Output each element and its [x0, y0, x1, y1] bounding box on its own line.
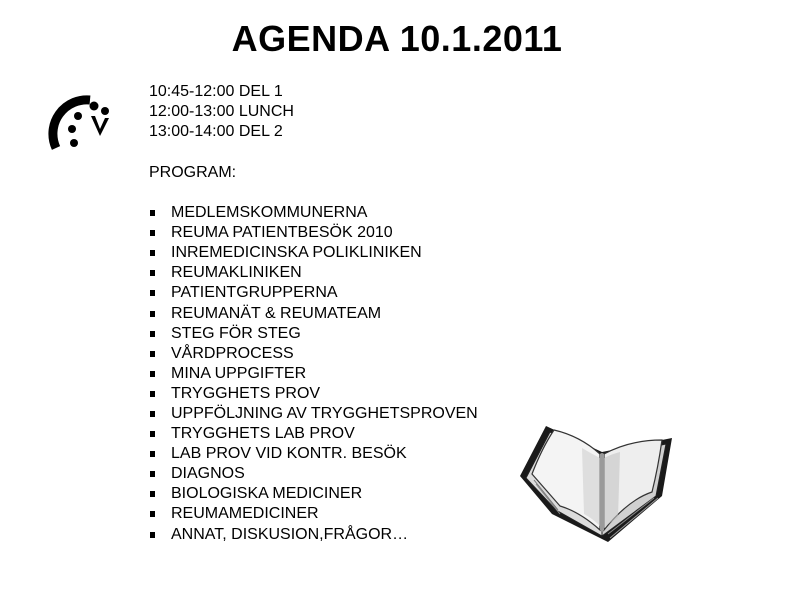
bullet-icon — [150, 451, 155, 457]
bullet-icon — [150, 210, 155, 216]
list-item — [149, 344, 478, 364]
bullet-icon — [150, 532, 155, 538]
bullet-icon — [150, 351, 155, 357]
list-item — [149, 525, 478, 545]
list-item — [149, 203, 478, 223]
schedule-line: 13:00-14:00 DEL 2 — [149, 123, 283, 140]
program-heading: PROGRAM: — [149, 164, 237, 181]
bullet-icon — [150, 250, 155, 256]
list-item — [149, 384, 478, 404]
list-item — [149, 424, 478, 444]
list-item — [149, 484, 478, 504]
list-item-label: LAB PROV VID KONTR. BESÖK — [171, 445, 407, 463]
bullet-icon — [150, 290, 155, 296]
list-item-label: MINA UPPGIFTER — [171, 364, 307, 382]
list-item-label: DIAGNOS — [171, 465, 245, 483]
list-item-label: ANNAT, DISKUSION,FRÅGOR… — [171, 525, 409, 543]
list-item — [149, 223, 478, 243]
list-item-label: INREMEDICINSKA POLIKLINIKEN — [171, 244, 422, 262]
clock-icon — [48, 92, 120, 152]
list-item — [149, 444, 478, 464]
list-item-label: TRYGGHETS PROV — [171, 384, 321, 402]
list-item — [149, 283, 478, 303]
open-book-icon — [512, 418, 682, 546]
page-title: AGENDA 10.1.2011 — [231, 18, 563, 59]
list-item-label: VÅRDPROCESS — [171, 344, 294, 362]
list-item — [149, 324, 478, 344]
list-item-label: STEG FÖR STEG — [171, 324, 301, 342]
program-list — [149, 203, 478, 545]
schedule — [149, 82, 294, 142]
bullet-icon — [150, 411, 155, 417]
bullet-icon — [150, 331, 155, 337]
list-item-label: UPPFÖLJNING AV TRYGGHETSPROVEN — [171, 404, 478, 422]
list-item — [149, 404, 478, 424]
bullet-icon — [150, 391, 155, 397]
list-item — [149, 504, 478, 524]
schedule-line: 12:00-13:00 LUNCH — [149, 103, 294, 120]
list-item-label: PATIENTGRUPPERNA — [171, 284, 338, 302]
list-item-label: TRYGGHETS LAB PROV — [171, 425, 355, 443]
bullet-icon — [150, 431, 155, 437]
list-item — [149, 263, 478, 283]
schedule-line: 10:45-12:00 DEL 1 — [149, 83, 283, 100]
list-item-label: REUMANÄT & REUMATEAM — [171, 304, 382, 322]
list-item — [149, 364, 478, 384]
bullet-icon — [150, 230, 155, 236]
bullet-icon — [150, 270, 155, 276]
list-item-label: REUMA PATIENTBESÖK 2010 — [171, 224, 393, 242]
list-item-label: MEDLEMSKOMMUNERNA — [171, 204, 368, 222]
list-item — [149, 243, 478, 263]
list-item-label: BIOLOGISKA MEDICINER — [171, 485, 363, 503]
bullet-icon — [150, 371, 155, 377]
bullet-icon — [150, 311, 155, 317]
bullet-icon — [150, 511, 155, 517]
list-item — [149, 303, 478, 323]
list-item-label: REUMAKLINIKEN — [171, 264, 302, 282]
bullet-icon — [150, 471, 155, 477]
list-item-label: REUMAMEDICINER — [171, 505, 319, 523]
bullet-icon — [150, 491, 155, 497]
list-item — [149, 464, 478, 484]
